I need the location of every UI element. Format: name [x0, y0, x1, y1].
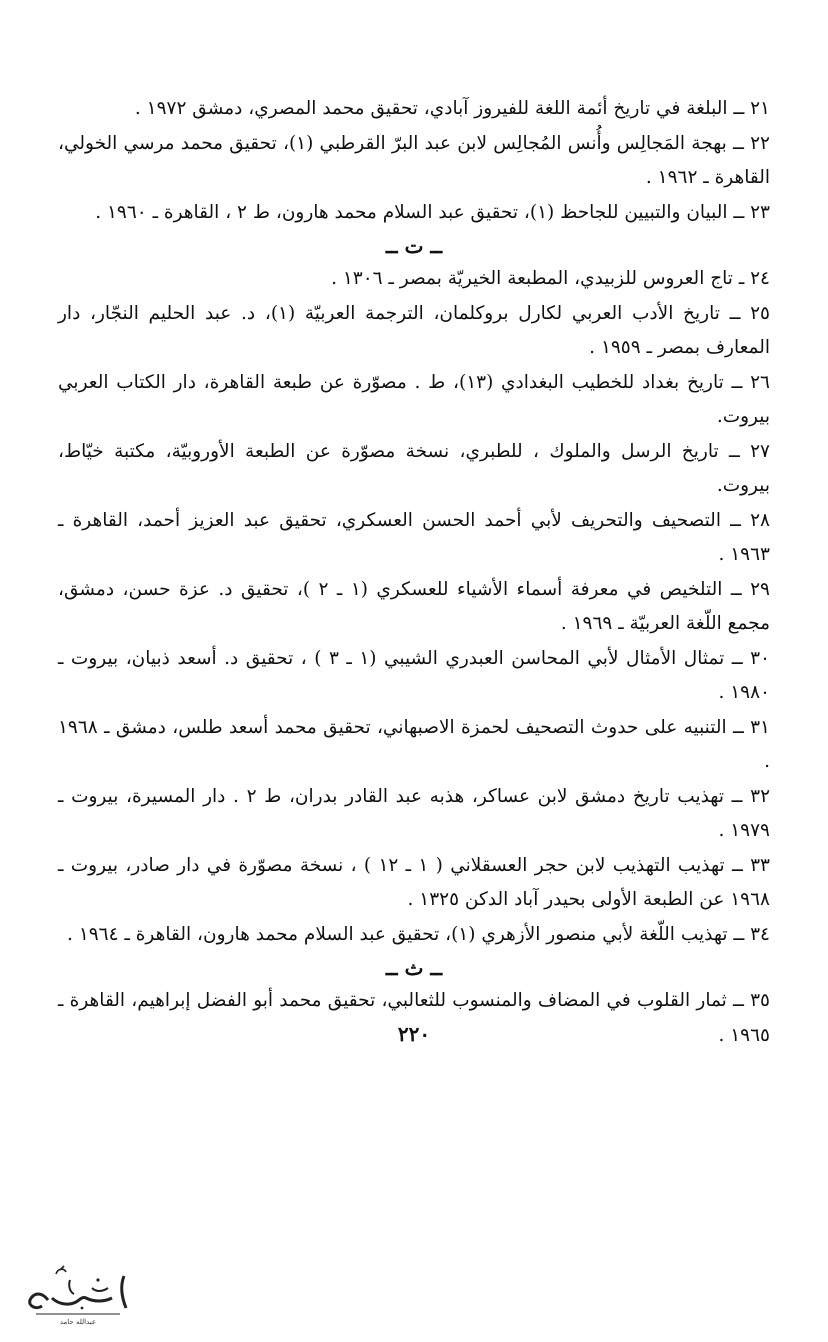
section-letter-heading: ــ ث ــ — [385, 956, 443, 980]
bibliography-entry: ٢٥ ــ تاريخ الأدب العربي لكارل بروكلمان، الترجمة العربيّة (١)، د. عبد الحليم النجّار، دار المعارف بمصر ـ ١٩٥٩ . — [58, 302, 770, 358]
library-seal-logo — [12, 1258, 142, 1328]
svg-text:عبدالله حامد: عبدالله حامد — [59, 1318, 97, 1326]
bibliography-entry: ٣٢ ــ تهذيب تاريخ دمشق لابن عساكر، هذبه عبد القادر بدران، ط ٢ . دار المسيرة، بيروت ـ ١٩٧٩ . — [58, 785, 771, 841]
section-letter-heading: ــ ت ــ — [385, 234, 443, 258]
bibliography-entry: ٢٦ ــ تاريخ بغداد للخطيب البغدادي (١٣)، ط . مصوّرة عن طبعة القاهرة، دار الكتاب العربي بيروت. — [58, 371, 770, 427]
bibliography-page — [58, 92, 770, 1053]
bibliography-entry: ٢٤ ـ تاج العروس للزبيدي، المطبعة الخيريّة بمصر ـ ١٣٠٦ . — [331, 268, 770, 289]
bibliography-entry: ٢٨ ــ التصحيف والتحريف لأبي أحمد الحسن العسكري، تحقيق عبد العزيز أحمد، القاهرة ـ ١٩٦٣ . — [58, 509, 770, 565]
bibliography-entry: ٣٥ ــ ثمار القلوب في المضاف والمنسوب للثعالبي، تحقيق محمد أبو الفضل إبراهيم، القاهرة ـ ١٩٦٥ . — [58, 990, 770, 1046]
bibliography-entry: ٢٣ ــ البيان والتبيين للجاحظ (١)، تحقيق عبد السلام محمد هارون، ط ٢ ، القاهرة ـ ١٩٦٠ . — [95, 201, 770, 223]
bibliography-entry: ٢١ ــ البلغة في تاريخ أئمة اللغة للفيروز آبادي، تحقيق محمد المصري، دمشق ١٩٧٢ . — [134, 98, 770, 119]
bibliography-entry: ٣٣ ــ تهذيب التهذيب لابن حجر العسقلاني ( ١ ـ ١٢ ) ، نسخة مصوّرة في دار صادر، بيروت ـ ١٩٦٨ عن الطبعة الأولى بحيدر آباد الدكن ١٣٢٥ . — [58, 854, 770, 910]
bibliography-entry: ٣١ ــ التنبيه على حدوث التصحيف لحمزة الاصبهاني، تحقيق محمد أسعد طلس، دمشق ـ ١٩٦٨ . — [58, 716, 770, 772]
bibliography-entry: ٣٤ ــ تهذيب اللّغة لأبي منصور الأزهري (١)، تحقيق عبد السلام محمد هارون، القاهرة ـ ١٩٦٤ . — [67, 923, 770, 945]
page-number: ٢٢٠ — [397, 1022, 431, 1046]
bibliography-entry: ٢٧ ــ تاريخ الرسل والملوك ، للطبري، نسخة مصوّرة عن الطبعة الأوروبيّة، مكتبة خيّاط، بيروت. — [58, 440, 770, 496]
bibliography-entry: ٣٠ ــ تمثال الأمثال لأبي المحاسن العبدري الشيبي (١ ـ ٣ ) ، تحقيق د. أسعد ذبيان، بيروت ـ ١٩٨٠ . — [58, 647, 770, 703]
bibliography-entry: ٢٩ ــ التلخيص في معرفة أسماء الأشياء للعسكري (١ ـ ٢ )، تحقيق د. عزة حسن، دمشق، مجمع اللّغة العربيّة ـ ١٩٦٩ . — [58, 578, 770, 634]
bibliography-entry: ٢٢ ــ بهجة المَجالِس وأُنس المُجالِس لابن عبد البرّ القرطبي (١)، تحقيق محمد مرسي الخولي، القاهرة ـ ١٩٦٢ . — [58, 132, 770, 188]
